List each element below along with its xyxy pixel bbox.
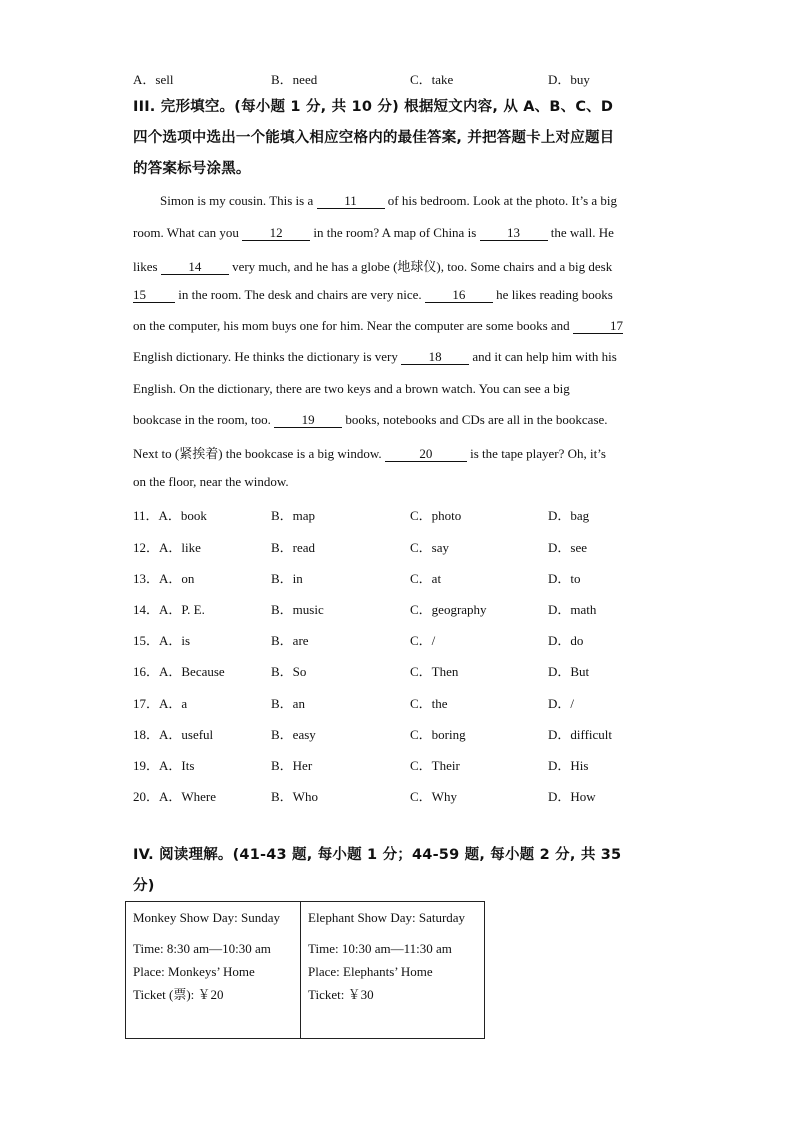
- question-row: 12．A．like B．read C．say D．see: [133, 540, 587, 555]
- elephant-show-cell: Elephant Show Day: Saturday Time: 10:30 am—11:30 am Place: Elephants’ Home Ticket: ￥30: [301, 902, 485, 1039]
- passage-line: 15 in the room. The desk and chairs are very nice. 16 he likes reading books: [133, 287, 613, 302]
- section-3-heading-line-3: 的答案标号涂黑。: [133, 161, 251, 177]
- passage-line: Next to (紧挨着) the bookcase is a big window. 20 is the tape player? Oh, it’s: [133, 446, 606, 461]
- section-4-heading-line-2: 分): [133, 878, 155, 894]
- question-row: 15．A．is B．are C．/ D．do: [133, 633, 584, 648]
- blank-12: 12: [242, 225, 310, 241]
- passage-line: on the floor, near the window.: [133, 474, 289, 489]
- passage-line: English dictionary. He thinks the dictionary is very 18 and it can help him with his: [133, 349, 617, 364]
- blank-20: 20: [385, 446, 467, 462]
- question-row: 11．A．book B．map C．photo D．bag: [133, 508, 590, 523]
- passage-line: likes 14 very much, and he has a globe (地球仪), too. Some chairs and a big desk: [133, 259, 613, 274]
- prev-question-options: [133, 69, 693, 89]
- blank-19: 19: [274, 412, 342, 428]
- blank-17: 17: [573, 318, 623, 334]
- blank-11: 11: [317, 193, 385, 209]
- passage-line: on the computer, his mom buys one for him. Near the computer are some books and 17: [133, 318, 623, 333]
- blank-15: 15: [133, 287, 175, 303]
- section-4-heading: [133, 840, 653, 902]
- option-c: C．take: [410, 72, 454, 87]
- passage-line: room. What can you 12 in the room? A map of China is 13 the wall. He: [133, 225, 614, 240]
- blank-18: 18: [401, 349, 469, 365]
- passage-line: English. On the dictionary, there are two keys and a brown watch. You can see a big: [133, 381, 570, 396]
- show-schedule-table: [125, 901, 485, 1039]
- question-row: 14．A．P. E. B．music C．geography D．math: [133, 602, 597, 617]
- option-b: B．need: [271, 72, 318, 87]
- passage-line: Simon is my cousin. This is a 11 of his bedroom. Look at the photo. It’s a big: [160, 193, 618, 208]
- blank-13: 13: [480, 225, 548, 241]
- section-3-heading-line-1: III. 完形填空。(每小题 1 分, 共 10 分) 根据短文内容, 从 A、B、C、D: [133, 99, 614, 115]
- question-row: 19．A．Its B．Her C．Their D．His: [133, 758, 589, 773]
- blank-14: 14: [161, 259, 229, 275]
- question-row: 17．A．a B．an C．the D．/: [133, 696, 575, 711]
- blank-16: 16: [425, 287, 493, 303]
- monkey-show-cell: Monkey Show Day: Sunday Time: 8:30 am—10:30 am Place: Monkeys’ Home Ticket (票): ￥20: [126, 902, 301, 1039]
- passage-line: bookcase in the room, too. 19 books, notebooks and CDs are all in the bookcase.: [133, 412, 608, 427]
- question-row: 20．A．Where B．Who C．Why D．How: [133, 789, 596, 804]
- question-row: 18．A．useful B．easy C．boring D．difficult: [133, 727, 613, 742]
- section-3-heading-line-2: 四个选项中选出一个能填入相应空格内的最佳答案, 并把答题卡上对应题目: [133, 130, 615, 146]
- section-3-heading: [133, 92, 663, 185]
- option-d: D．buy: [548, 72, 590, 87]
- question-row: 13．A．on B．in C．at D．to: [133, 571, 581, 586]
- question-row: 16．A．Because B．So C．Then D．But: [133, 664, 590, 679]
- option-a: A．sell: [133, 72, 174, 87]
- section-4-heading-line-1: IV. 阅读理解。(41-43 题, 每小题 1 分；44-59 题, 每小题 2 分, 共 35: [133, 847, 622, 863]
